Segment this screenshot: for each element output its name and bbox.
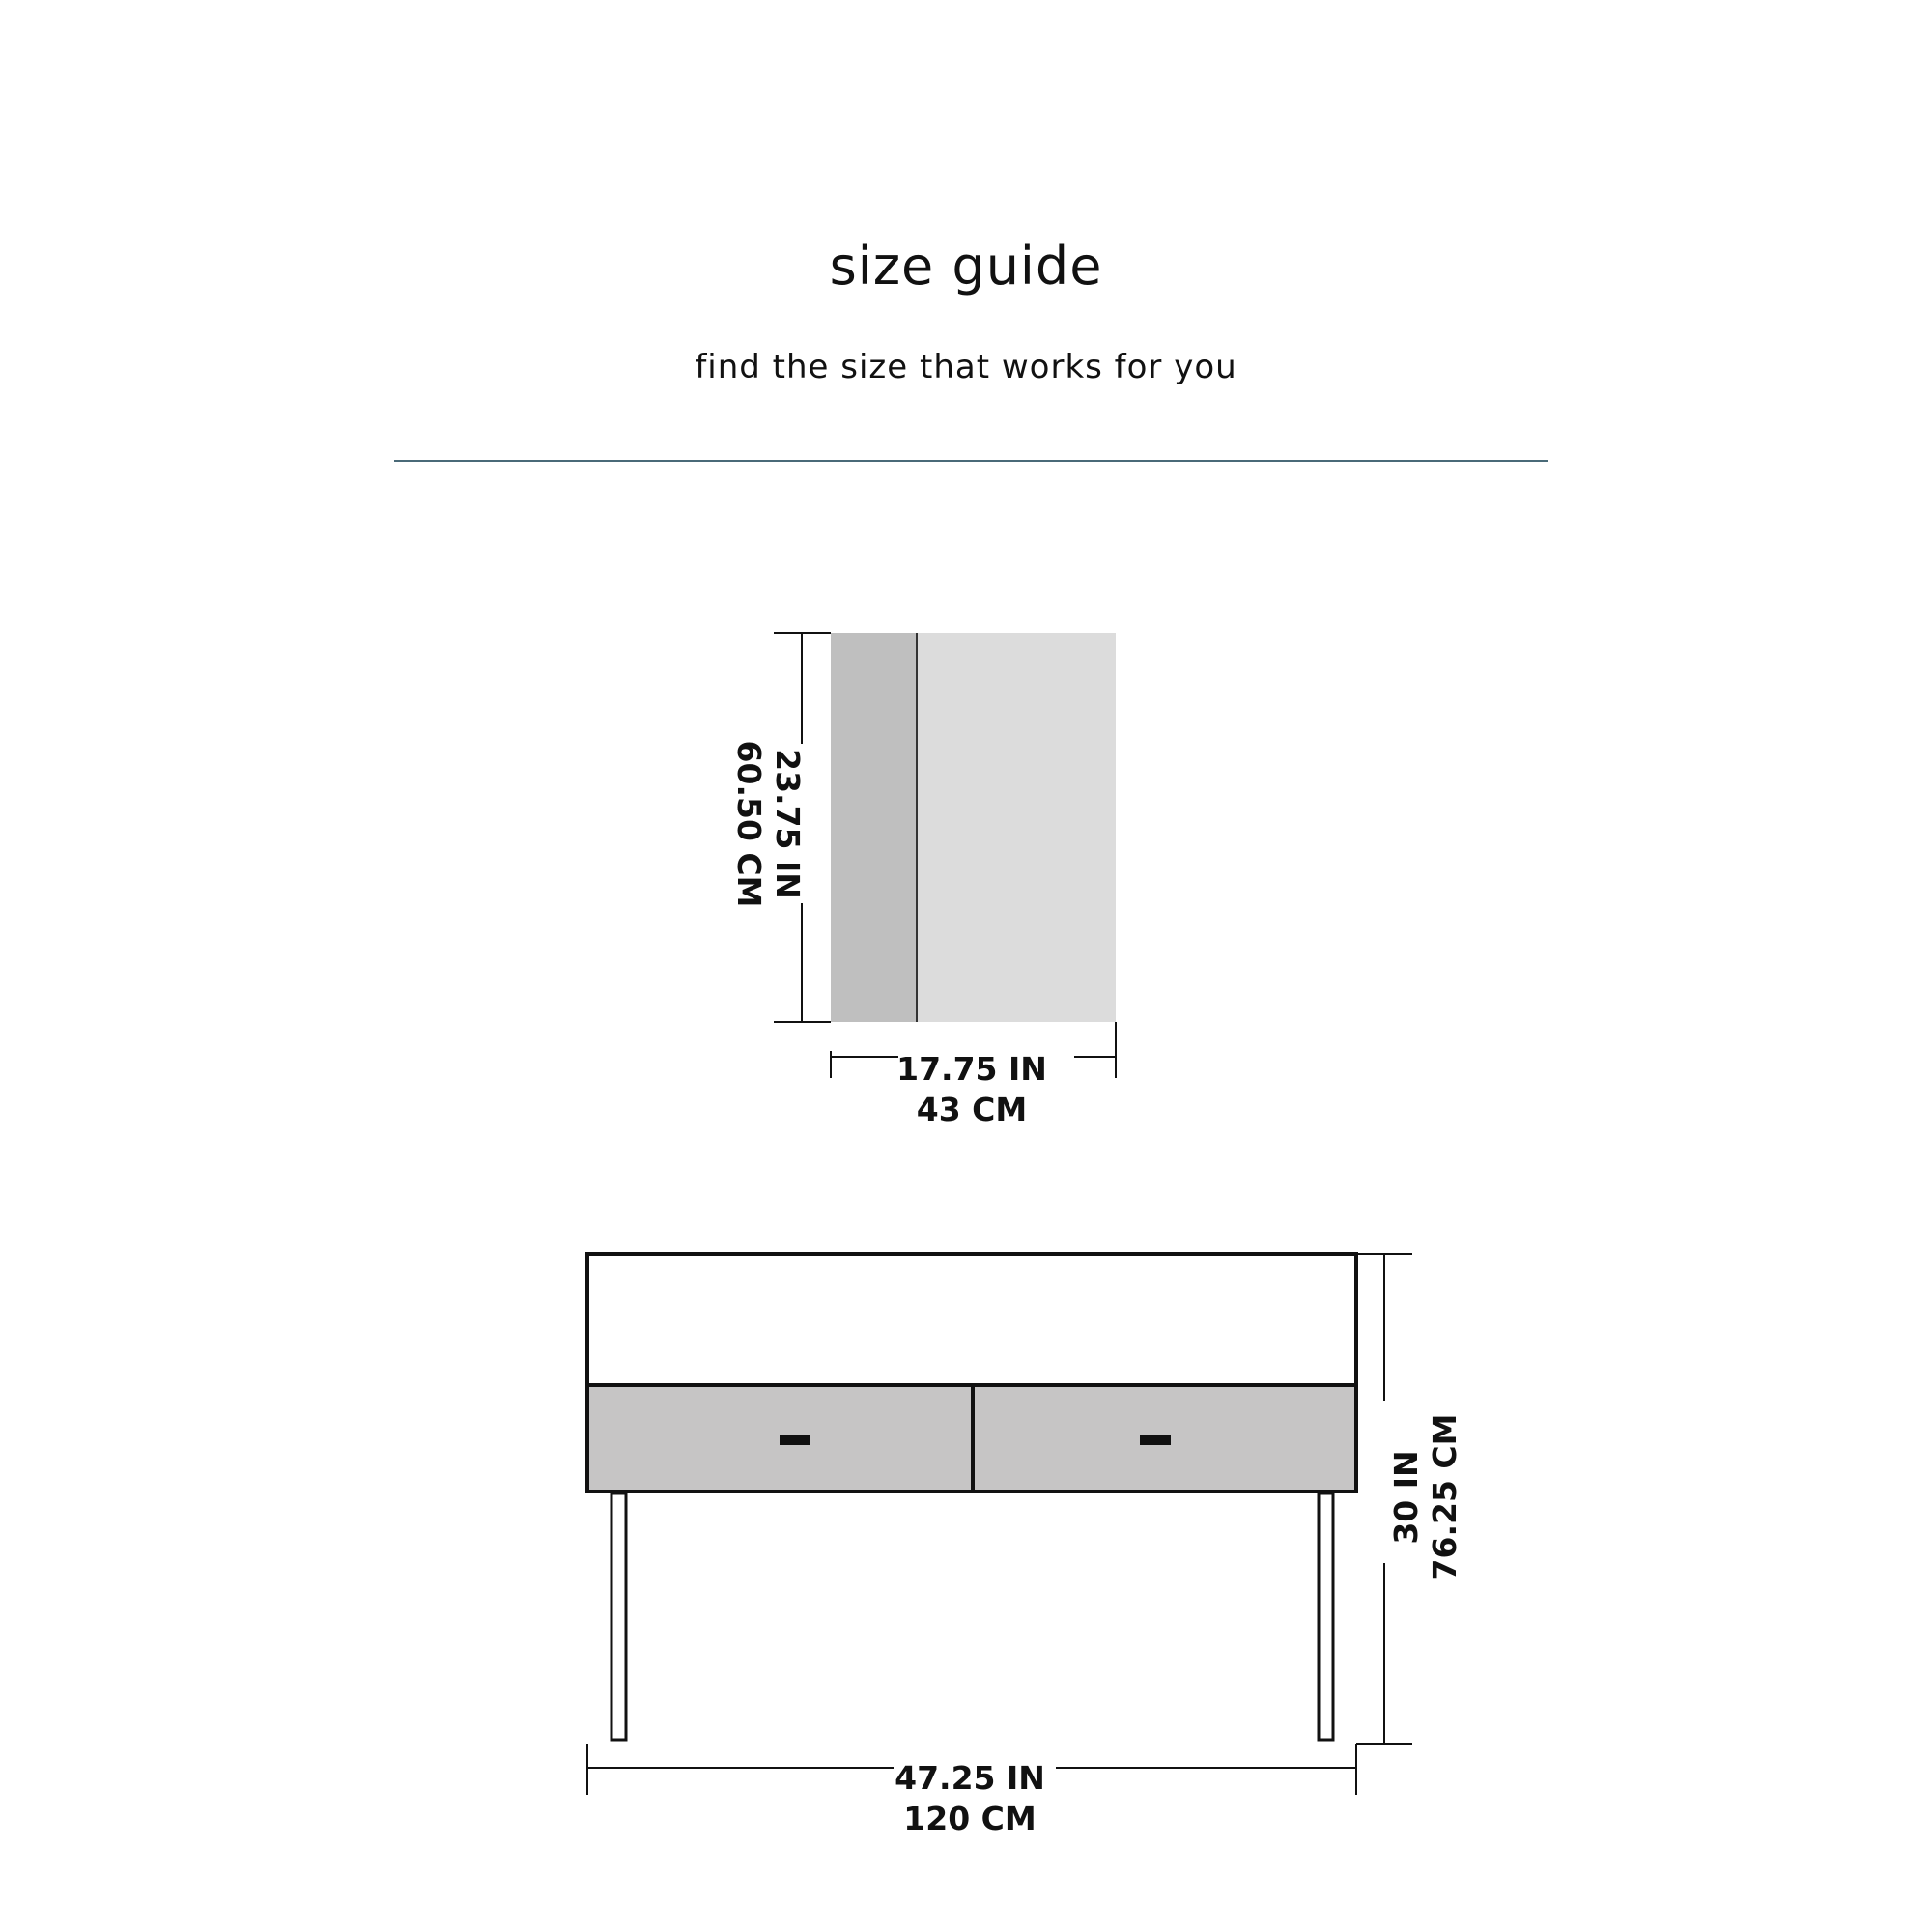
front-view-height-in: 30 IN	[1387, 1450, 1425, 1545]
top-view-depth-in: 23.75 IN	[769, 749, 807, 899]
top-view	[831, 633, 1116, 1022]
top-view-side-panel	[831, 633, 917, 1022]
front-view	[587, 1254, 1356, 1740]
front-view-handle-right	[1140, 1435, 1171, 1445]
top-view-width-in: 17.75 IN	[896, 1050, 1047, 1088]
front-view-top-box	[587, 1254, 1356, 1385]
front-view-width-cm: 120 CM	[903, 1800, 1037, 1837]
top-view-width-cm: 43 CM	[916, 1091, 1028, 1128]
front-view-leg-right	[1319, 1493, 1333, 1740]
page-title: size guide	[829, 236, 1103, 297]
page-subtitle: find the size that works for you	[695, 348, 1237, 386]
top-view-top-panel	[917, 633, 1116, 1022]
front-view-width-in: 47.25 IN	[895, 1759, 1045, 1797]
top-view-depth-cm: 60.50 CM	[730, 740, 768, 908]
front-view-handle-left	[780, 1435, 810, 1445]
front-view-leg-left	[611, 1493, 626, 1740]
front-view-height-cm: 76.25 CM	[1426, 1413, 1463, 1581]
